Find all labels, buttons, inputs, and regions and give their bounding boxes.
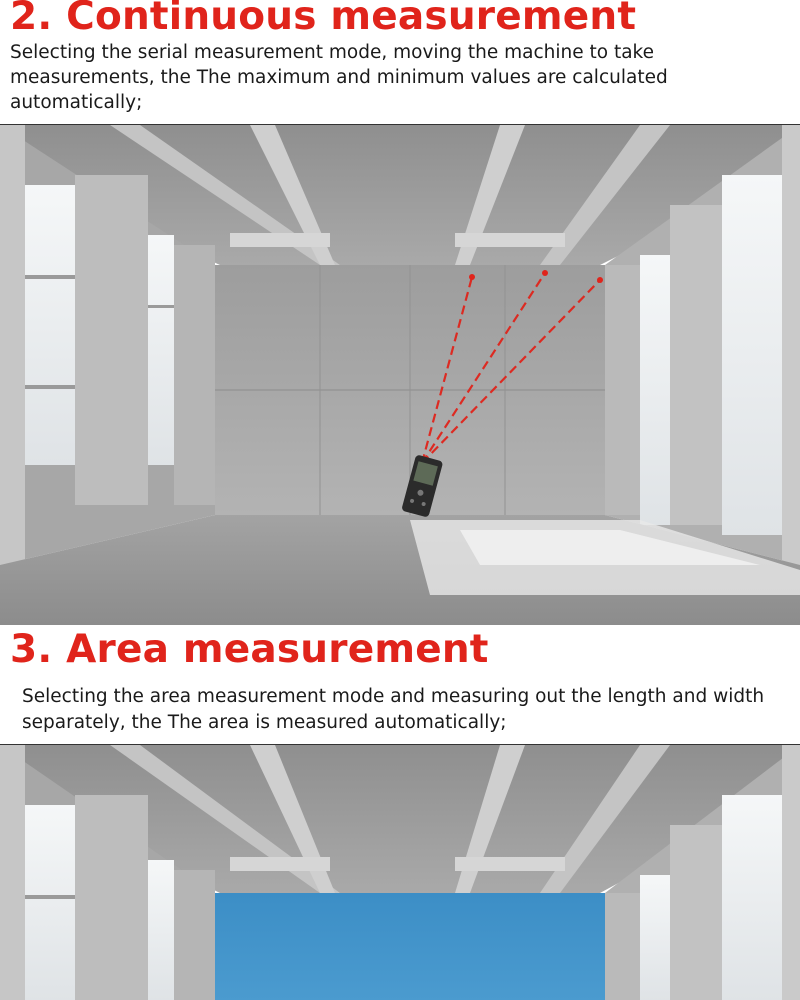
right-window [722,795,782,1000]
right-window [722,175,782,535]
left-window [25,805,75,1000]
area-measurement-photo [0,744,800,1000]
concrete-room-illustration [0,125,800,625]
area-measurement-description: Selecting the area measurement mode and measuring out the length and width separately, the The area is measured automatically; [22,686,765,733]
continuous-measurement-description: Selecting the serial measurement mode, moving the machine to take measurements, the The maximum and minimum values are calculated automatically; [10,42,668,113]
concrete-room-illustration [0,745,800,1000]
continuous-measurement-heading: 2. Continuous measurement [10,0,637,39]
area-measurement-heading: 3. Area measurement [10,627,489,672]
continuous-measurement-photo [0,124,800,625]
left-pillar [75,175,148,505]
area-highlight [215,893,605,1000]
left-window [25,185,75,465]
